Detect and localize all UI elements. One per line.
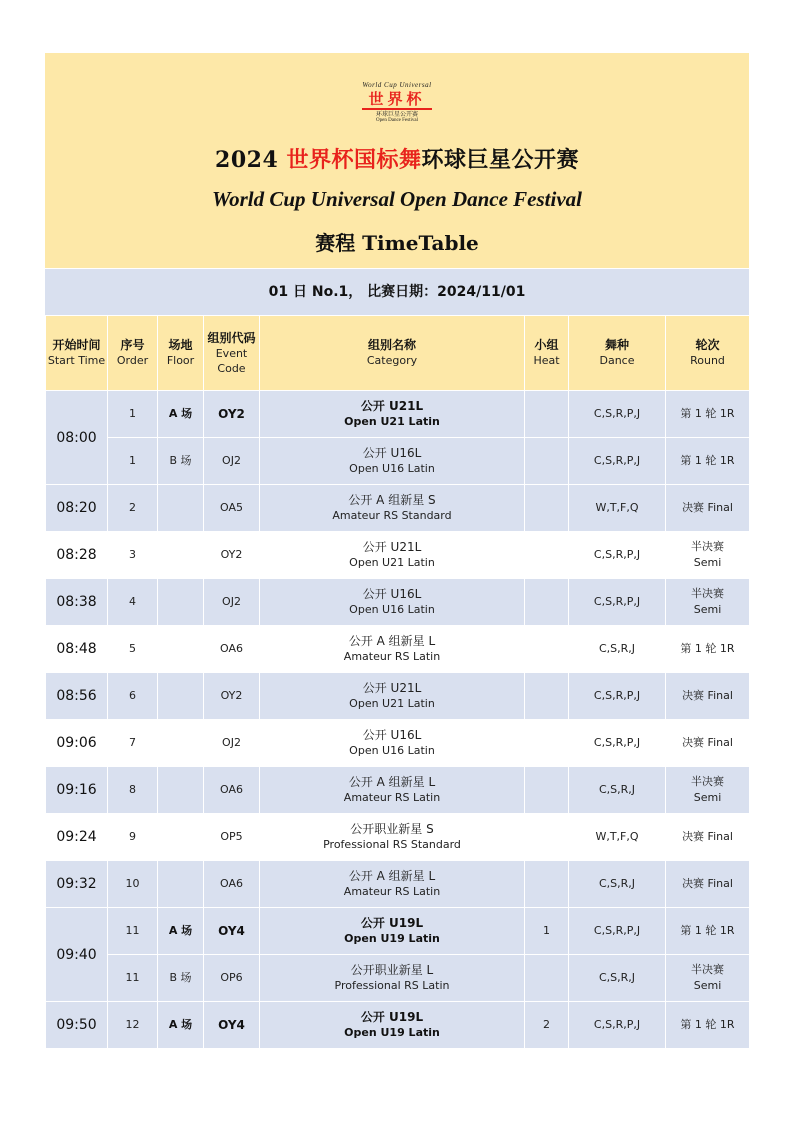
order-cell: 12 <box>108 1002 158 1049</box>
category-cell <box>260 908 525 955</box>
table-row <box>46 908 750 955</box>
logo-arc-text: World Cup Universal <box>362 81 432 89</box>
dance-cell: C,S,R,J <box>569 861 666 908</box>
event-code-cell: OJ2 <box>204 720 260 767</box>
category-name-cn: 公开 A 组新星 L <box>348 634 436 648</box>
category-name-cn: 公开 U19L <box>360 1010 424 1024</box>
title-black: 环球巨星公开赛 <box>421 147 579 173</box>
table-row <box>46 955 750 1002</box>
heat-cell <box>525 955 569 1002</box>
round-label: 第 1 轮 1R <box>680 407 735 420</box>
order-cell: 9 <box>108 814 158 861</box>
category-name-cn: 公开职业新星 L <box>350 963 434 977</box>
table-row <box>46 814 750 861</box>
round-label: 第 1 轮 1R <box>680 454 735 467</box>
page-title-en: World Cup Universal Open Dance Festival <box>211 187 583 211</box>
table-row <box>46 626 750 673</box>
logo-subtitle-cn: 环球巨星公开赛 <box>375 111 418 118</box>
event-code-cell: OA6 <box>204 767 260 814</box>
header-banner <box>45 53 749 268</box>
category-name-en: Open U21 Latin <box>349 697 435 710</box>
event-code-cell: OP6 <box>204 955 260 1002</box>
floor-cell: A 场 <box>158 1002 204 1049</box>
dance-cell: C,S,R,P,J <box>569 438 666 485</box>
start-time-cell: 09:24 <box>46 814 108 861</box>
round-cell <box>666 438 750 485</box>
col-round: 轮次 Round <box>666 316 750 391</box>
order-cell: 4 <box>108 579 158 626</box>
heat-cell: 2 <box>525 1002 569 1049</box>
heat-cell <box>525 532 569 579</box>
category-name-cn: 公开 A 组新星 L <box>348 775 436 789</box>
floor-cell <box>158 579 204 626</box>
heat-cell <box>525 814 569 861</box>
round-cell <box>666 626 750 673</box>
start-time-cell: 09:06 <box>46 720 108 767</box>
start-time-cell: 08:56 <box>46 673 108 720</box>
category-cell <box>260 720 525 767</box>
floor-cell: A 场 <box>158 908 204 955</box>
category-name-en: Open U16 Latin <box>349 603 435 616</box>
round-cell <box>666 720 750 767</box>
event-code-cell: OA6 <box>204 861 260 908</box>
round-label-en: Semi <box>693 791 722 804</box>
logo-mark: 世界杯 <box>362 91 431 110</box>
category-name-en: Open U21 Latin <box>344 415 440 428</box>
start-time-cell: 09:50 <box>46 1002 108 1049</box>
dance-cell: C,S,R,J <box>569 955 666 1002</box>
category-name-cn: 公开 U16L <box>362 587 422 601</box>
category-name-cn: 公开 U19L <box>360 916 424 930</box>
order-cell: 1 <box>108 438 158 485</box>
round-label-en: Semi <box>693 556 722 569</box>
heat-cell <box>525 767 569 814</box>
category-name-en: Open U21 Latin <box>349 556 435 569</box>
start-time-cell: 08:38 <box>46 579 108 626</box>
round-cell <box>666 814 750 861</box>
col-heat: 小组 Heat <box>525 316 569 391</box>
table-row <box>46 767 750 814</box>
round-label: 决赛 Final <box>682 830 733 843</box>
category-cell <box>260 579 525 626</box>
floor-cell: A 场 <box>158 391 204 438</box>
dance-cell: W,T,F,Q <box>569 814 666 861</box>
round-label: 半决赛 <box>691 963 724 976</box>
heat-cell <box>525 720 569 767</box>
category-name-en: Professional RS Standard <box>323 838 461 851</box>
category-cell <box>260 955 525 1002</box>
round-label: 半决赛 <box>691 540 724 553</box>
page-title-cn <box>45 143 749 174</box>
round-label: 决赛 Final <box>682 689 733 702</box>
category-name-cn: 公开 U16L <box>362 446 422 460</box>
timetable-label: 赛程 TimeTable <box>315 231 479 255</box>
dance-cell: C,S,R,P,J <box>569 908 666 955</box>
round-cell <box>666 485 750 532</box>
round-label-en: Semi <box>693 979 722 992</box>
round-cell <box>666 391 750 438</box>
order-cell: 6 <box>108 673 158 720</box>
category-name-cn: 公开 U16L <box>362 728 422 742</box>
start-time-cell: 08:48 <box>46 626 108 673</box>
round-cell <box>666 861 750 908</box>
round-label: 决赛 Final <box>682 501 733 514</box>
table-row <box>46 391 750 438</box>
category-name-en: Amateur RS Standard <box>332 509 452 522</box>
category-cell <box>260 767 525 814</box>
event-code-cell: OY2 <box>204 532 260 579</box>
heat-cell <box>525 485 569 532</box>
heat-cell <box>525 391 569 438</box>
category-cell <box>260 814 525 861</box>
event-code-cell: OY2 <box>204 673 260 720</box>
heat-cell <box>525 673 569 720</box>
round-label: 半决赛 <box>691 587 724 600</box>
col-dance: 舞种 Dance <box>569 316 666 391</box>
category-name-cn: 公开 U21L <box>362 540 422 554</box>
order-cell: 3 <box>108 532 158 579</box>
order-cell: 11 <box>108 955 158 1002</box>
category-cell <box>260 861 525 908</box>
start-time-cell: 08:28 <box>46 532 108 579</box>
col-start-time: 开始时间 Start Time <box>46 316 108 391</box>
round-cell <box>666 532 750 579</box>
round-cell <box>666 767 750 814</box>
table-row <box>46 579 750 626</box>
start-time-cell: 08:20 <box>46 485 108 532</box>
category-name-en: Amateur RS Latin <box>343 885 441 898</box>
category-name-cn: 公开 A 组新星 L <box>348 869 436 883</box>
event-code-cell: OA6 <box>204 626 260 673</box>
table-row <box>46 1002 750 1049</box>
title-year: 2024 <box>215 147 279 173</box>
col-event-code: 组别代码 Event Code <box>204 316 260 391</box>
dance-cell: C,S,R,P,J <box>569 1002 666 1049</box>
order-cell: 5 <box>108 626 158 673</box>
floor-cell <box>158 673 204 720</box>
table-row <box>46 485 750 532</box>
round-cell <box>666 673 750 720</box>
day-info-bar: 01 日 No.1， 比赛日期：2024/11/01 <box>45 268 749 315</box>
category-name-cn: 公开 A 组新星 S <box>348 493 436 507</box>
start-time-cell: 09:32 <box>46 861 108 908</box>
category-name-en: Open U16 Latin <box>349 744 435 757</box>
category-name-en: Open U16 Latin <box>349 462 435 475</box>
round-cell <box>666 1002 750 1049</box>
heat-cell: 1 <box>525 908 569 955</box>
category-cell <box>260 626 525 673</box>
floor-cell: B 场 <box>158 438 204 485</box>
heat-cell <box>525 626 569 673</box>
category-name-en: Open U19 Latin <box>344 932 440 945</box>
event-code-cell: OA5 <box>204 485 260 532</box>
start-time-cell: 08:00 <box>46 391 108 485</box>
round-label: 第 1 轮 1R <box>680 924 735 937</box>
event-code-cell: OP5 <box>204 814 260 861</box>
heat-cell <box>525 861 569 908</box>
category-cell <box>260 485 525 532</box>
dance-cell: C,S,R,P,J <box>569 673 666 720</box>
category-name-cn: 公开 U21L <box>360 399 424 413</box>
heat-cell <box>525 579 569 626</box>
category-name-en: Amateur RS Latin <box>343 791 441 804</box>
round-cell <box>666 579 750 626</box>
event-code-cell: OY4 <box>204 1002 260 1049</box>
round-cell <box>666 955 750 1002</box>
floor-cell <box>158 626 204 673</box>
category-name-en: Open U19 Latin <box>344 1026 440 1039</box>
category-cell <box>260 391 525 438</box>
category-name-en: Amateur RS Latin <box>343 650 441 663</box>
order-cell: 8 <box>108 767 158 814</box>
start-time-cell: 09:16 <box>46 767 108 814</box>
table-row <box>46 532 750 579</box>
table-row <box>46 720 750 767</box>
round-label: 第 1 轮 1R <box>680 1018 735 1031</box>
timetable-sheet <box>45 53 749 1049</box>
dance-cell: C,S,R,P,J <box>569 391 666 438</box>
col-floor: 场地 Floor <box>158 316 204 391</box>
order-cell: 10 <box>108 861 158 908</box>
dance-cell: C,S,R,P,J <box>569 532 666 579</box>
order-cell: 7 <box>108 720 158 767</box>
event-code-cell: OY4 <box>204 908 260 955</box>
dance-cell: W,T,F,Q <box>569 485 666 532</box>
table-row <box>46 438 750 485</box>
category-name-cn: 公开职业新星 S <box>350 822 434 836</box>
round-label-en: Semi <box>693 603 722 616</box>
col-order: 序号 Order <box>108 316 158 391</box>
category-cell <box>260 673 525 720</box>
floor-cell <box>158 532 204 579</box>
table-row <box>46 861 750 908</box>
category-cell <box>260 1002 525 1049</box>
schedule-table <box>45 315 750 1049</box>
dance-cell: C,S,R,J <box>569 767 666 814</box>
title-red: 世界杯国标舞 <box>286 147 422 173</box>
table-row <box>46 673 750 720</box>
event-code-cell: OY2 <box>204 391 260 438</box>
round-label: 决赛 Final <box>682 736 733 749</box>
floor-cell <box>158 814 204 861</box>
order-cell: 2 <box>108 485 158 532</box>
floor-cell <box>158 485 204 532</box>
round-label: 决赛 Final <box>682 877 733 890</box>
event-code-cell: OJ2 <box>204 438 260 485</box>
order-cell: 1 <box>108 391 158 438</box>
dance-cell: C,S,R,P,J <box>569 720 666 767</box>
table-header-row <box>46 316 750 391</box>
start-time-cell: 09:40 <box>46 908 108 1002</box>
floor-cell <box>158 767 204 814</box>
round-label: 第 1 轮 1R <box>680 642 735 655</box>
event-code-cell: OJ2 <box>204 579 260 626</box>
heat-cell <box>525 438 569 485</box>
floor-cell <box>158 720 204 767</box>
round-label: 半决赛 <box>691 775 724 788</box>
floor-cell: B 场 <box>158 955 204 1002</box>
floor-cell <box>158 861 204 908</box>
category-name-cn: 公开 U21L <box>362 681 422 695</box>
round-cell <box>666 908 750 955</box>
schedule-body <box>46 391 750 1049</box>
category-cell <box>260 438 525 485</box>
dance-cell: C,S,R,J <box>569 626 666 673</box>
col-category: 组别名称 Category <box>260 316 525 391</box>
order-cell: 11 <box>108 908 158 955</box>
dance-cell: C,S,R,P,J <box>569 579 666 626</box>
category-cell <box>260 532 525 579</box>
logo-subtitle-en: Open Dance Festival <box>376 118 418 123</box>
event-logo <box>45 81 749 123</box>
category-name-en: Professional RS Latin <box>334 979 450 992</box>
